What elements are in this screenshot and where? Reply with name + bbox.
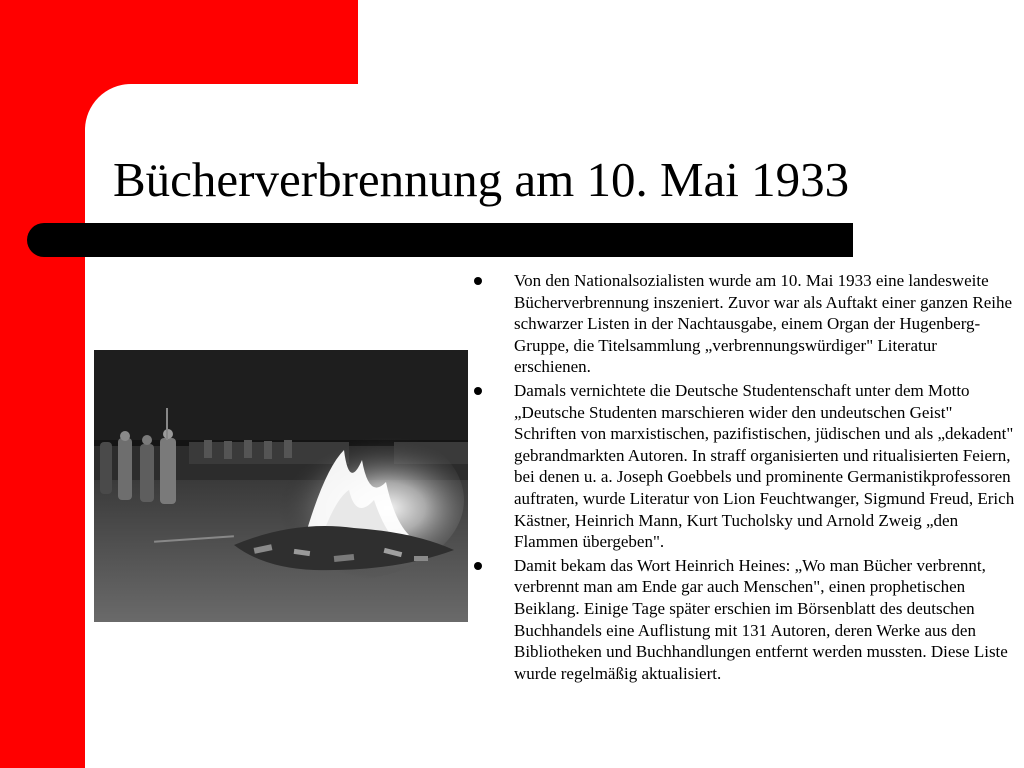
list-item [470,270,1018,378]
title-underline-bar [27,223,853,257]
bullet-text: Von den Nationalsozialisten wurde am 10. Mai 1933 eine landesweite Bücherverbrennung inszeniert. Zuvor war als Auftakt einer ganzen Reihe schwarzer Listen in der Nachtausgabe, einem Organ der Hugenberg-Gruppe, die Titelsammlung „verbrennungswürdiger" Literatur erschienen. [514,271,1013,377]
bullet-text: Damals vernichtete die Deutsche Studentenschaft unter dem Motto „Deutsche Studenten marschieren wider den undeutschen Geist" Schriften von marxistischen, pazifistischen, jüdischen und als „dekadent" gebrandmarkten Autoren. In straff organisierten und ritualisierten Feiern, bei denen u. a. Joseph Goebbels und prominente Germanistikprofessoren auftraten, wurde Literatur von Lion Feuchtwanger, Sigmund Freud, Erich Kästner, Heinrich Mann, Kurt Tucholsky und Arnold Zweig „den Flammen übergeben". [514,380,1015,552]
bullet-icon [474,562,482,570]
bullet-list [470,270,1018,686]
book-burning-photo [94,350,468,622]
list-item [470,555,1018,685]
bullet-icon [474,387,482,395]
bullet-text: Damit bekam das Wort Heinrich Heines: „Wo man Bücher verbrennt, verbrennt man am Ende gar auch Menschen", einen prophetischen Beiklang. Einige Tage später erschien im Börsenblatt des deutschen Buchhandels eine Auflistung mit 131 Autoren, deren Werke aus den Bibliotheken und Buchhandlungen entfernt werden mussten. Diese Liste wurde regelmäßig aktualisiert. [514,555,1008,683]
bullet-icon [474,277,482,285]
list-item [470,380,1018,553]
slide-title: Bücherverbrennung am 10. Mai 1933 [113,152,850,207]
